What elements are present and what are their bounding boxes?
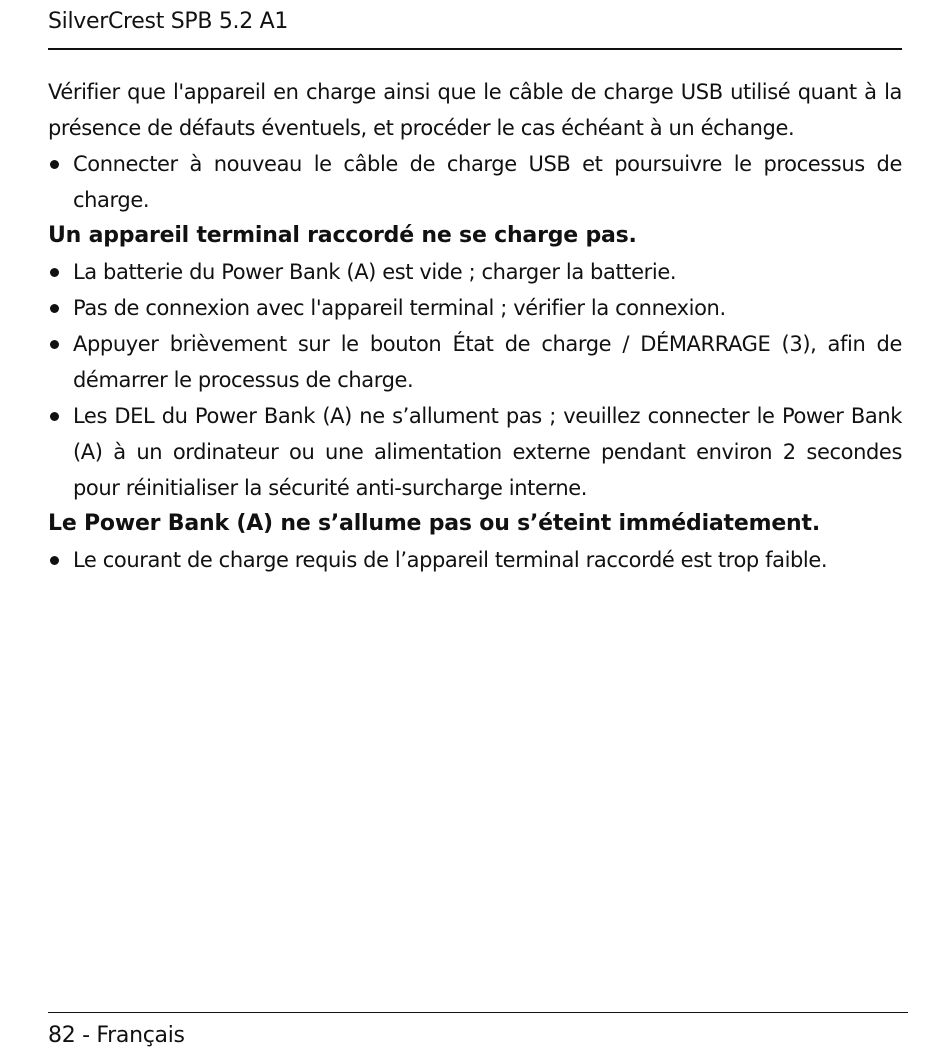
list-item: Connecter à nouveau le câble de charge USB et poursuivre le processus de charge.: [48, 146, 902, 218]
intro-bullet-list: [48, 146, 902, 218]
page-header: [48, 4, 902, 50]
page-content: [48, 74, 902, 578]
page-footer: [48, 1012, 908, 1048]
page-number: 82 - Français: [48, 1023, 185, 1048]
list-item: Pas de connexion avec l'appareil terminal ; vérifier la connexion.: [48, 290, 902, 326]
section-bullet-list: [48, 542, 902, 578]
intro-paragraph: Vérifier que l'appareil en charge ainsi que le câble de charge USB utilisé quant à la présence de défauts éventuels, et procéder le cas échéant à un échange.: [48, 80, 902, 140]
list-item: Appuyer brièvement sur le bouton État de charge / DÉMARRAGE (3), afin de démarrer le processus de charge.: [48, 326, 902, 398]
document-title: SilverCrest SPB 5.2 A1: [48, 9, 289, 34]
section-heading: Le Power Bank (A) ne s’allume pas ou s’éteint immédiatement.: [48, 511, 820, 536]
list-item: La batterie du Power Bank (A) est vide ; charger la batterie.: [48, 254, 902, 290]
section-bullet-list: [48, 254, 902, 506]
list-item: Les DEL du Power Bank (A) ne s’allument pas ; veuillez connecter le Power Bank (A) à un ordinateur ou une alimentation externe pendant environ 2 secondes pour réinitialiser la sécurité anti-surcharge interne.: [48, 398, 902, 506]
section-heading: Un appareil terminal raccordé ne se charge pas.: [48, 223, 637, 248]
list-item: Le courant de charge requis de l’appareil terminal raccordé est trop faible.: [48, 542, 902, 578]
